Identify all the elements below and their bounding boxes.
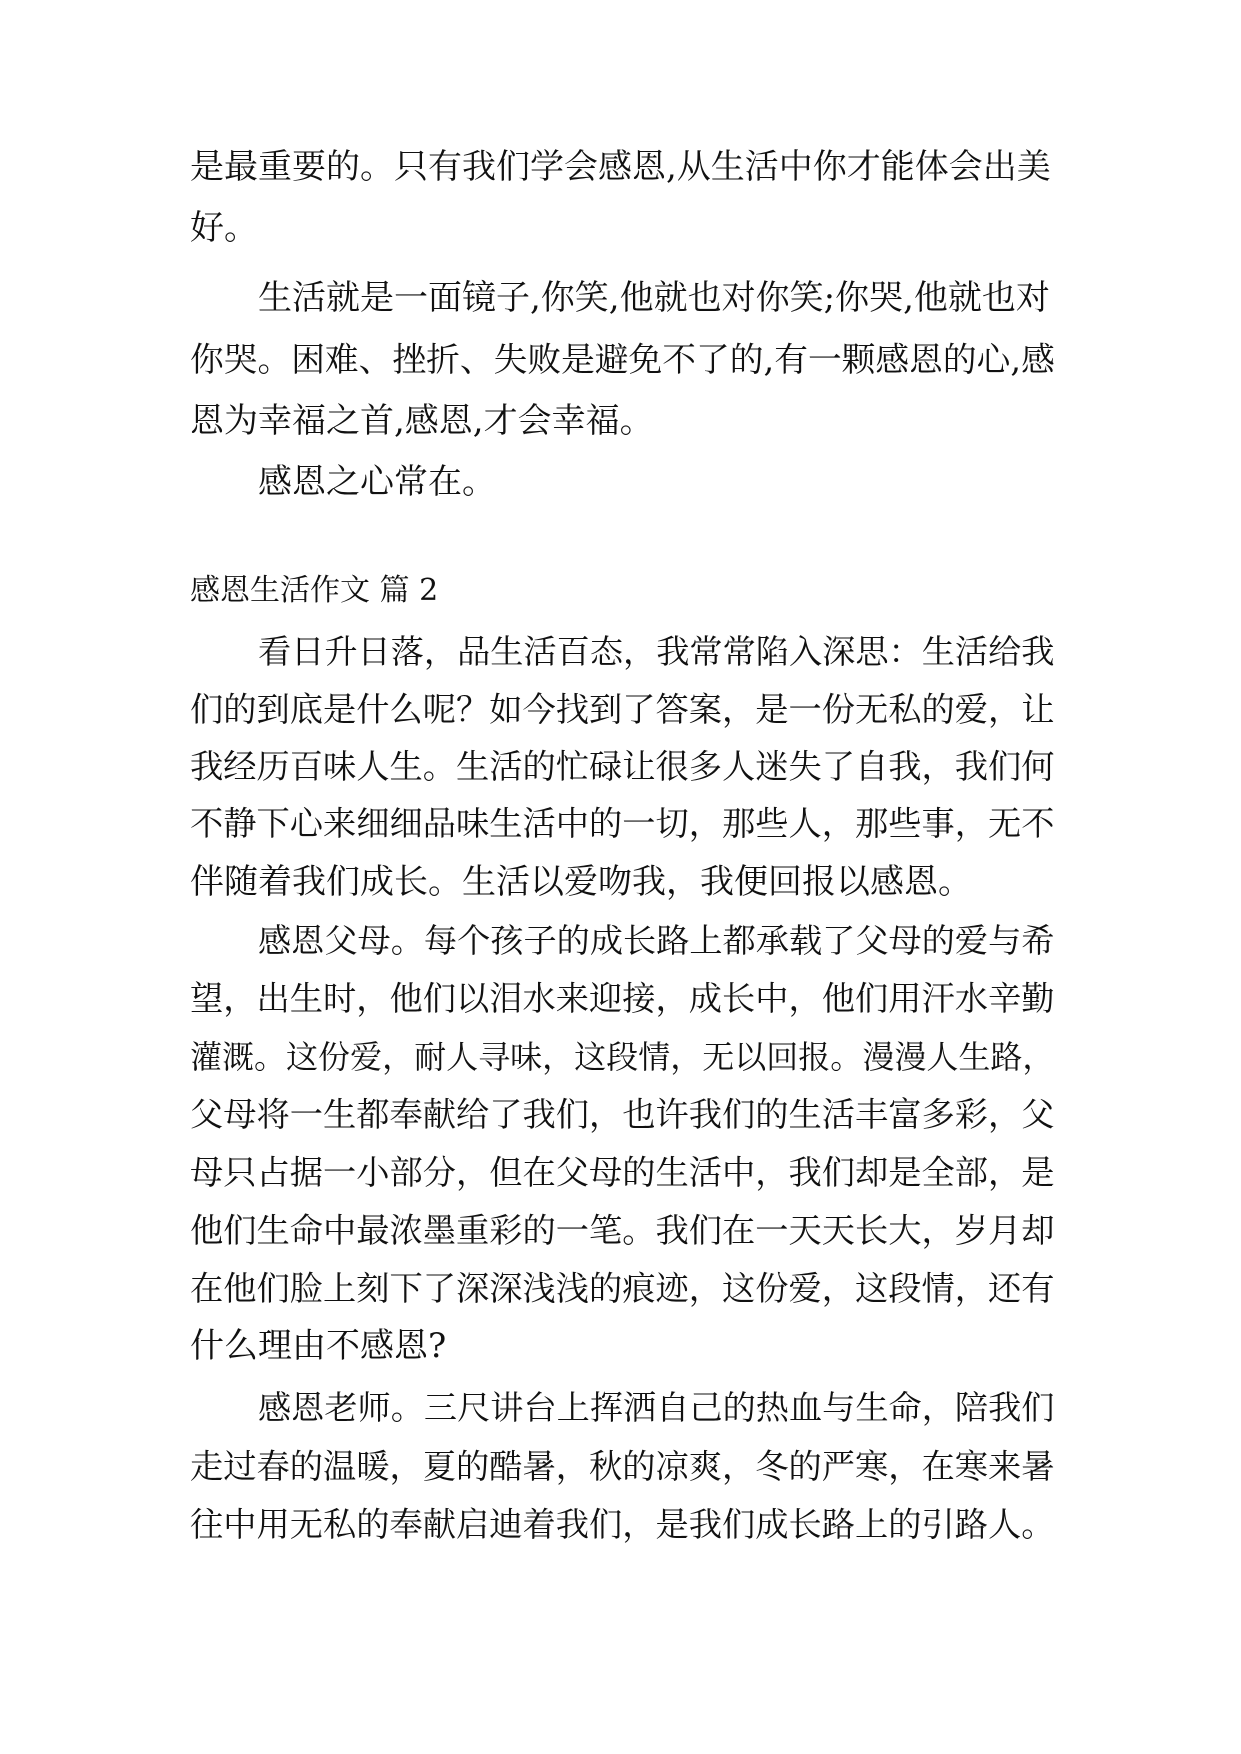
paragraph-line bbox=[0, 1437, 1241, 1497]
line-text: 母只占据一小部分，但在父母的生活中，我们却是全部，是 bbox=[190, 1153, 1055, 1192]
paragraph-line bbox=[0, 391, 1241, 451]
paragraph-line bbox=[0, 1027, 1241, 1087]
paragraph-line bbox=[0, 737, 1241, 797]
paragraph-line bbox=[0, 1316, 1241, 1376]
paragraph-line bbox=[0, 1201, 1241, 1261]
line-text: 我经历百味人生。生活的忙碌让很多人迷失了自我，我们何 bbox=[190, 747, 1055, 786]
line-text: 灌溉。这份爱，耐人寻味，这段情，无以回报。漫漫人生路， bbox=[190, 1038, 1055, 1076]
line-text: 往中用无私的奉献启迪着我们，是我们成长路上的引路人。 bbox=[190, 1505, 1055, 1544]
line-text: 好。 bbox=[190, 208, 258, 248]
line-text: 们的到底是什么呢？如今找到了答案，是一份无私的爱，让 bbox=[190, 690, 1055, 729]
paragraph-line bbox=[0, 268, 1241, 328]
paragraph-line bbox=[0, 1495, 1241, 1555]
line-text: 在他们脸上刻下了深深浅浅的痕迹，这份爱，这段情，还有 bbox=[190, 1269, 1055, 1308]
paragraph-line bbox=[0, 137, 1241, 197]
paragraph-line bbox=[0, 794, 1241, 854]
line-text: 生活就是一面镜子,你笑,他就也对你笑;你哭,他就也对 bbox=[258, 278, 1050, 318]
line-text: 你哭。困难、挫折、失败是避免不了的,有一颗感恩的心,感 bbox=[190, 340, 1055, 379]
paragraph-line bbox=[0, 852, 1241, 912]
paragraph-line bbox=[0, 1085, 1241, 1145]
paragraph-line bbox=[0, 911, 1241, 971]
paragraph-line bbox=[0, 1143, 1241, 1203]
line-text: 不静下心来细细品味生活中的一切，那些人，那些事，无不 bbox=[190, 804, 1055, 843]
line-text: 望，出生时，他们以泪水来迎接，成长中，他们用汗水辛勤 bbox=[190, 979, 1055, 1018]
line-text: 伴随着我们成长。生活以爱吻我，我便回报以感恩。 bbox=[190, 862, 972, 902]
line-text: 走过春的温暖，夏的酷暑，秋的凉爽，冬的严寒，在寒来暑 bbox=[190, 1447, 1055, 1486]
paragraph-line bbox=[0, 452, 1241, 512]
line-text: 父母将一生都奉献给了我们，也许我们的生活丰富多彩，父 bbox=[190, 1095, 1055, 1134]
paragraph-line bbox=[0, 1259, 1241, 1319]
line-text: 感恩父母。每个孩子的成长路上都承载了父母的爱与希 bbox=[258, 921, 1055, 960]
paragraph-line bbox=[0, 680, 1241, 740]
paragraph-line bbox=[0, 1378, 1241, 1438]
section-heading bbox=[0, 561, 1241, 621]
paragraph-line bbox=[0, 198, 1241, 258]
line-text: 感恩老师。三尺讲台上挥洒自己的热血与生命，陪我们 bbox=[258, 1388, 1055, 1427]
line-text: 感恩之心常在。 bbox=[258, 462, 496, 502]
line-text: 恩为幸福之首,感恩,才会幸福。 bbox=[190, 401, 654, 441]
paragraph-line bbox=[0, 330, 1241, 390]
line-text: 他们生命中最浓墨重彩的一笔。我们在一天天长大，岁月却 bbox=[190, 1211, 1055, 1250]
line-text: 是最重要的。只有我们学会感恩,从生活中你才能体会出美 bbox=[190, 147, 1051, 187]
heading-text: 感恩生活作文 篇 2 bbox=[190, 573, 439, 608]
line-text: 看日升日落，品生活百态，我常常陷入深思：生活给我 bbox=[258, 632, 1055, 671]
paragraph-line bbox=[0, 969, 1241, 1029]
paragraph-line bbox=[0, 622, 1241, 682]
line-text: 什么理由不感恩? bbox=[190, 1326, 447, 1366]
